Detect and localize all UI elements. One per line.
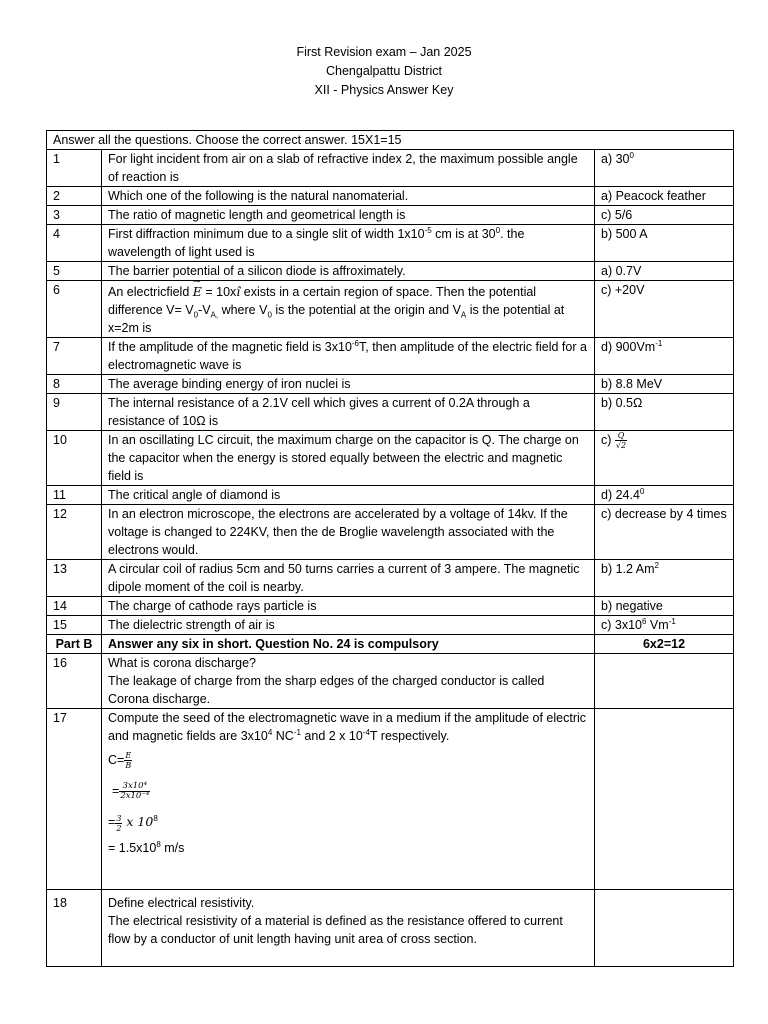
answer-cell: b) 8.8 MeV [595,375,734,394]
exam-title: First Revision exam – Jan 2025 [296,45,472,59]
table-row [47,616,734,635]
question-number: 17 [47,709,102,890]
question-number: 16 [47,654,102,709]
question-number: 5 [47,262,102,281]
part-b-marks: 6x2=12 [595,635,734,654]
formula-step: = $\frac{\text{3x10⁴}}{\text{2x10⁻⁴}}$ [112,781,150,802]
question-text: In an electron microscope, the electrons are accelerated by a voltage of 14kv. If the voltage is changed to 224KV, then the de Broglie wavelength associated with the electrons would. [102,505,595,560]
table-row [47,709,734,890]
table-row [47,281,734,338]
answer-cell: b) 1.2 Am$^2$ [595,560,734,597]
vector-e-symbol: → E [193,283,202,301]
question-number: 3 [47,206,102,225]
question-text: The critical angle of diamond is [102,486,595,505]
table-row [47,262,734,281]
table-row [47,505,734,560]
table-row [47,654,734,709]
table-row [47,206,734,225]
answer-cell: c) decrease by 4 times [595,505,734,560]
answer-cell: a) Peacock feather [595,187,734,206]
district-name: Chengalpattu District [325,64,443,78]
table-row [47,486,734,505]
answer-cell: b) negative [595,597,734,616]
answer-cell: c) $\frac{Q}{√2}$ [595,431,734,486]
question-number: 8 [47,375,102,394]
table-row [47,394,734,431]
question-text: In an oscillating LC circuit, the maximum charge on the capacitor is Q. The charge on the capacitor when the energy is stored equally between the electric and magnetic field is [102,431,595,486]
question-text: Which one of the following is the natural nanomaterial. [102,187,595,206]
answer-cell: a) 0.7V [595,262,734,281]
question-text: The ratio of magnetic length and geometrical length is [102,206,595,225]
question-text: For light incident from air on a slab of refractive index 2, the maximum possible angle of reaction is [102,150,595,187]
table-row [47,431,734,486]
table-row [47,890,734,967]
answer-cell: b) 0.5Ω [595,394,734,431]
question-text: What is corona discharge? The leakage of charge from the sharp edges of the charged conductor is called Corona discharge. [102,654,595,709]
answer-cell: c) $3x10^6$ $Vm^{-1}$ [595,616,734,635]
question-text: The dielectric strength of air is [102,616,595,635]
question-text: The internal resistance of a 2.1V cell which gives a current of 0.2A through a resistance of 10Ω is [102,394,595,431]
question-text: An electricfield → E = 10xî exists in a certain region of space. Then the potential difference $V= V_0-V_{A,}$ where $V_0$ is the potential at the origin and $V_A$ is the potential at x=2m is [102,281,595,338]
question-text: The charge of cathode rays particle is [102,597,595,616]
question-number: 10 [47,431,102,486]
answer-cell: a) $30^0$ [595,150,734,187]
question-number: 15 [47,616,102,635]
answer-key-title: XII - Physics Answer Key [314,83,454,97]
answer-cell: c) +20V [595,281,734,338]
question-number: 18 [47,890,102,967]
question-number: 7 [47,338,102,375]
answer-cell [595,709,734,890]
part-b-header-row [47,635,734,654]
table-row [47,338,734,375]
answer-cell [595,890,734,967]
question-text: First diffraction minimum due to a single slit of width $1x10^{-5}$ cm is at $30^0$. the wavelength of light used is [102,225,595,262]
table-row [47,597,734,616]
fraction: $\frac{Q}{√2}$ [615,431,627,451]
answer-cell: d) 24.4$^0$ [595,486,734,505]
question-number: 1 [47,150,102,187]
answer-key-table [46,130,734,967]
question-number: 2 [47,187,102,206]
table-row [47,560,734,597]
formula-step: = $\frac{3}{2}$ x $10^8$ [108,813,158,833]
part-b-label: Part B [47,635,102,654]
question-number: 12 [47,505,102,560]
table-row [47,225,734,262]
question-text: Compute the seed of the electromagnetic wave in a medium if the amplitude of electric and magnetic fields are $3x10^4$ $NC^{-1}$ and 2 x $10^{-4}T$ respectively. C= $\frac{E}{B}$ = $\frac{\text{3x10⁴}}{\text{2x10⁻⁴}}$ = $\frac{3}{2}$ x $10^8$ = $1.5x10^8$ m/s [102,709,595,890]
question-text: A circular coil of radius 5cm and 50 turns carries a current of 3 ampere. The magnetic dipole moment of the coil is nearby. [102,560,595,597]
answer-cell: d) $900Vm^{-1}$ [595,338,734,375]
question-number: 4 [47,225,102,262]
answer-cell: b) 500 A [595,225,734,262]
question-number: 9 [47,394,102,431]
question-number: 13 [47,560,102,597]
part-a-instruction-row [47,131,734,150]
part-b-instruction: Answer any six in short. Question No. 24 is compulsory [102,635,595,654]
part-a-instruction: Answer all the questions. Choose the correct answer. 15X1=15 [47,131,734,150]
question-number: 14 [47,597,102,616]
formula-result: = $1.5x10^8$ m/s [108,839,185,855]
question-text: If the amplitude of the magnetic field is $3x10^{-6}T$, then amplitude of the electric field for a electromagnetic wave is [102,338,595,375]
table-row [47,150,734,187]
table-row [47,187,734,206]
question-text: The average binding energy of iron nuclei is [102,375,595,394]
question-number: 6 [47,281,102,338]
answer-cell: c) 5/6 [595,206,734,225]
question-text: The barrier potential of a silicon diode is affroximately. [102,262,595,281]
question-number: 11 [47,486,102,505]
formula-step: C= $\frac{E}{B}$ [108,751,132,771]
answer-cell [595,654,734,709]
question-text: Define electrical resistivity. The electrical resistivity of a material is defined as the resistance offered to current flow by a conductor of unit length having unit area of cross section. [102,890,595,967]
table-row [47,375,734,394]
